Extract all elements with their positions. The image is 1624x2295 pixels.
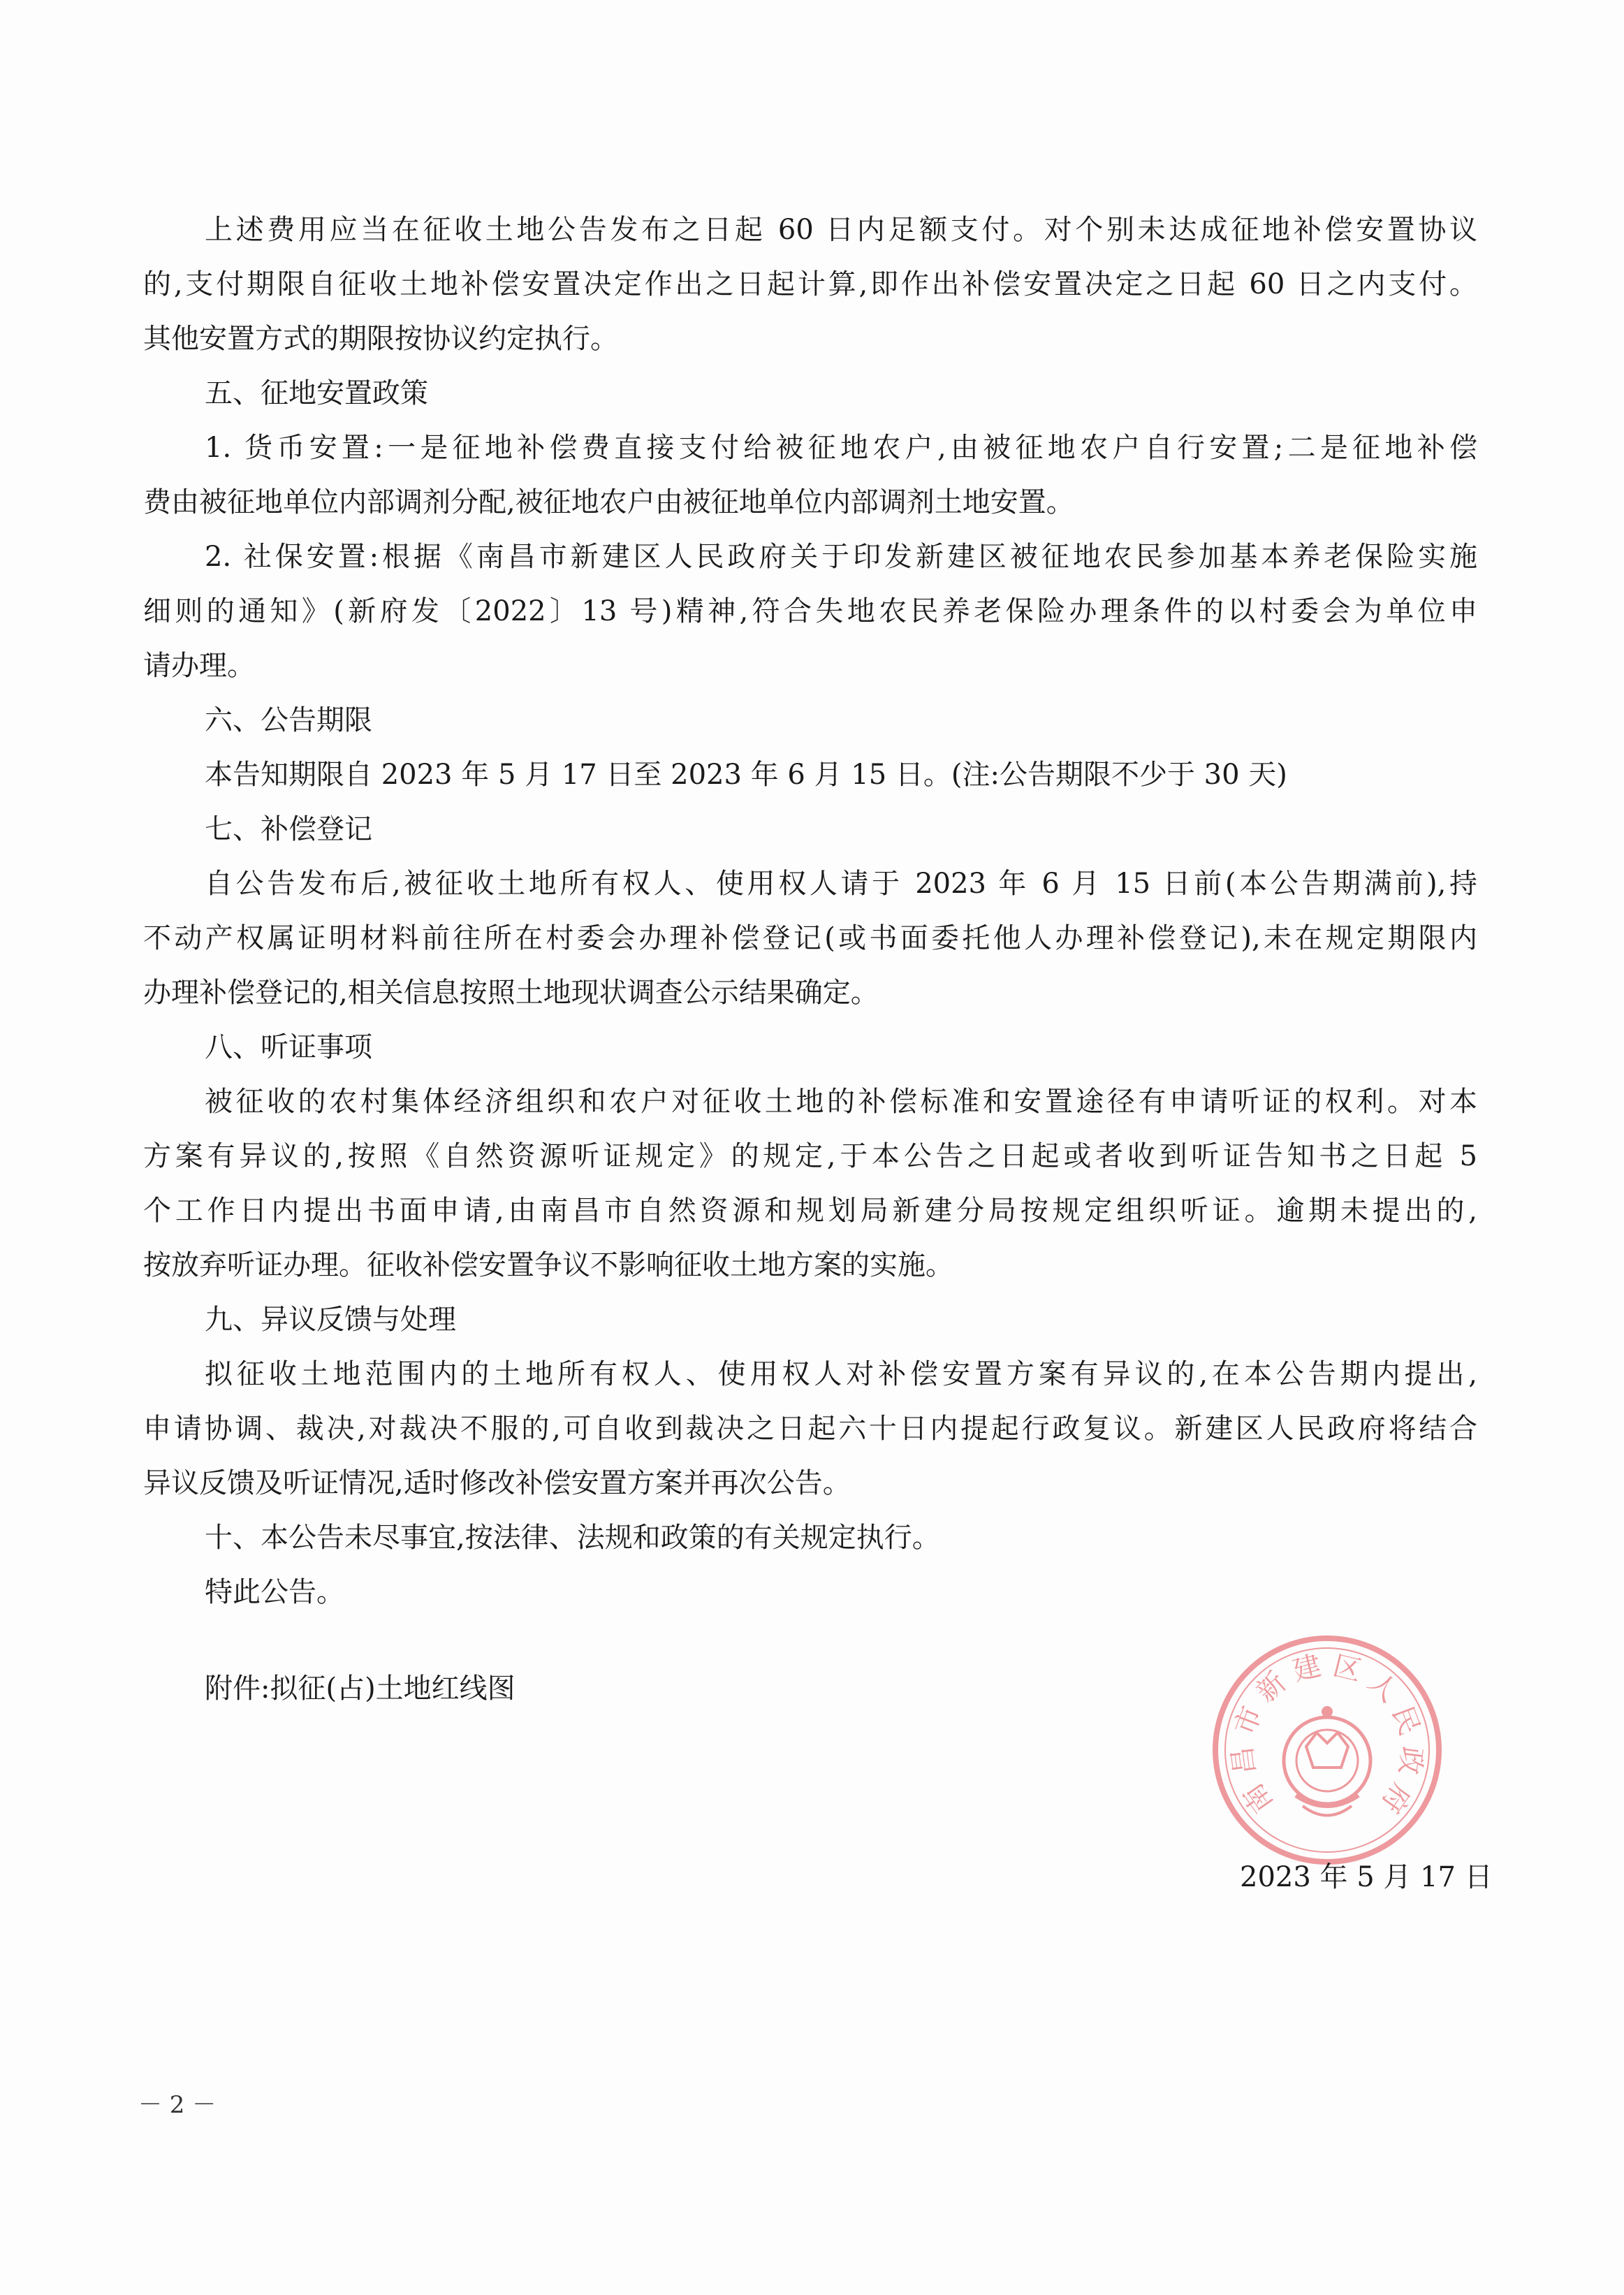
section-heading: 五、征地安置政策: [205, 377, 428, 409]
text-line: 上述费用应当在征收土地公告发布之日起 60 日内足额支付。对个别未达成征地补偿安置协议: [205, 214, 1477, 246]
text-line: 其他安置方式的期限按协议约定执行。: [143, 323, 618, 355]
text-line: 办理补偿登记的,相关信息按照土地现状调查公示结果确定。: [143, 977, 879, 1009]
seal-character: 昌: [1226, 1744, 1262, 1777]
text-line: 异议反馈及听证情况,适时修改补偿安置方案并再次公告。: [143, 1467, 851, 1499]
seal-character: 民: [1385, 1702, 1426, 1740]
text-line: 费由被征地单位内部调剂分配,被征地农户由被征地单位内部调剂土地安置。: [143, 486, 1074, 518]
document-body: [143, 203, 1477, 1716]
text-line: 不动产权属证明材料前往所在村委会办理补偿登记(或书面委托他人办理补偿登记),未在规定期限内: [143, 922, 1477, 954]
section-heading: 六、公告期限: [205, 704, 372, 736]
attachment-note: 附件:拟征(占)土地红线图: [205, 1673, 515, 1705]
seal-character: 新: [1250, 1666, 1293, 1709]
text-line: 请办理。: [143, 650, 255, 682]
seal-character: 南: [1237, 1777, 1280, 1819]
text-line: 按放弃听证办理。征收补偿安置争议不影响征收土地方案的实施。: [143, 1249, 953, 1281]
seal-character: 人: [1361, 1666, 1404, 1709]
text-line: 自公告发布后,被征收土地所有权人、使用权人请于 2023 年 6 月 15 日前(本公告期满前),持: [205, 868, 1477, 900]
text-line: 1. 货币安置:一是征地补偿费直接支付给被征地农户,由被征地农户自行安置;二是征地补偿: [205, 432, 1477, 464]
seal-character: 府: [1375, 1777, 1417, 1819]
official-seal: [1205, 1628, 1449, 1872]
seal-character: 区: [1329, 1649, 1365, 1688]
section-heading: 七、补偿登记: [205, 813, 372, 845]
text-line: 本告知期限自 2023 年 5 月 17 日至 2023 年 6 月 15 日。(注:公告期限不少于 30 天): [205, 759, 1287, 791]
section-heading: 八、听证事项: [205, 1031, 372, 1063]
text-line: 十、本公告未尽事宜,按法律、法规和政策的有关规定执行。: [205, 1522, 940, 1554]
text-line: 特此公告。: [205, 1576, 344, 1608]
seal-character: 建: [1289, 1649, 1325, 1688]
page-number: － 2 －: [138, 2091, 217, 2119]
text-line: 拟征收土地范围内的土地所有权人、使用权人对补偿安置方案有异议的,在本公告期内提出,: [205, 1358, 1477, 1390]
issue-date: 2023 年 5 月 17 日: [1240, 1861, 1493, 1893]
text-line: 2. 社保安置:根据《南昌市新建区人民政府关于印发新建区被征地农民参加基本养老保险实施: [205, 541, 1477, 573]
text-line: 被征收的农村集体经济组织和农户对征收土地的补偿标准和安置途径有申请听证的权利。对本: [205, 1086, 1477, 1118]
text-line: 的,支付期限自征收土地补偿安置决定作出之日起计算,即作出补偿安置决定之日起 60 日之内支付。: [143, 268, 1477, 300]
text-line: 个工作日内提出书面申请,由南昌市自然资源和规划局新建分局按规定组织听证。逾期未提出的,: [143, 1195, 1477, 1227]
text-line: 申请协调、裁决,对裁决不服的,可自收到裁决之日起六十日内提起行政复议。新建区人民政府将结合: [143, 1413, 1477, 1445]
text-line: 方案有异议的,按照《自然资源听证规定》的规定,于本公告之日起或者收到听证告知书之日起 5: [143, 1140, 1477, 1172]
text-line: 细则的通知》(新府发〔2022〕13 号)精神,符合失地农民养老保险办理条件的以村委会为单位申: [143, 595, 1477, 627]
section-heading: 九、异议反馈与处理: [205, 1304, 456, 1336]
seal-character: 市: [1229, 1702, 1269, 1740]
seal-character: 政: [1392, 1744, 1428, 1777]
